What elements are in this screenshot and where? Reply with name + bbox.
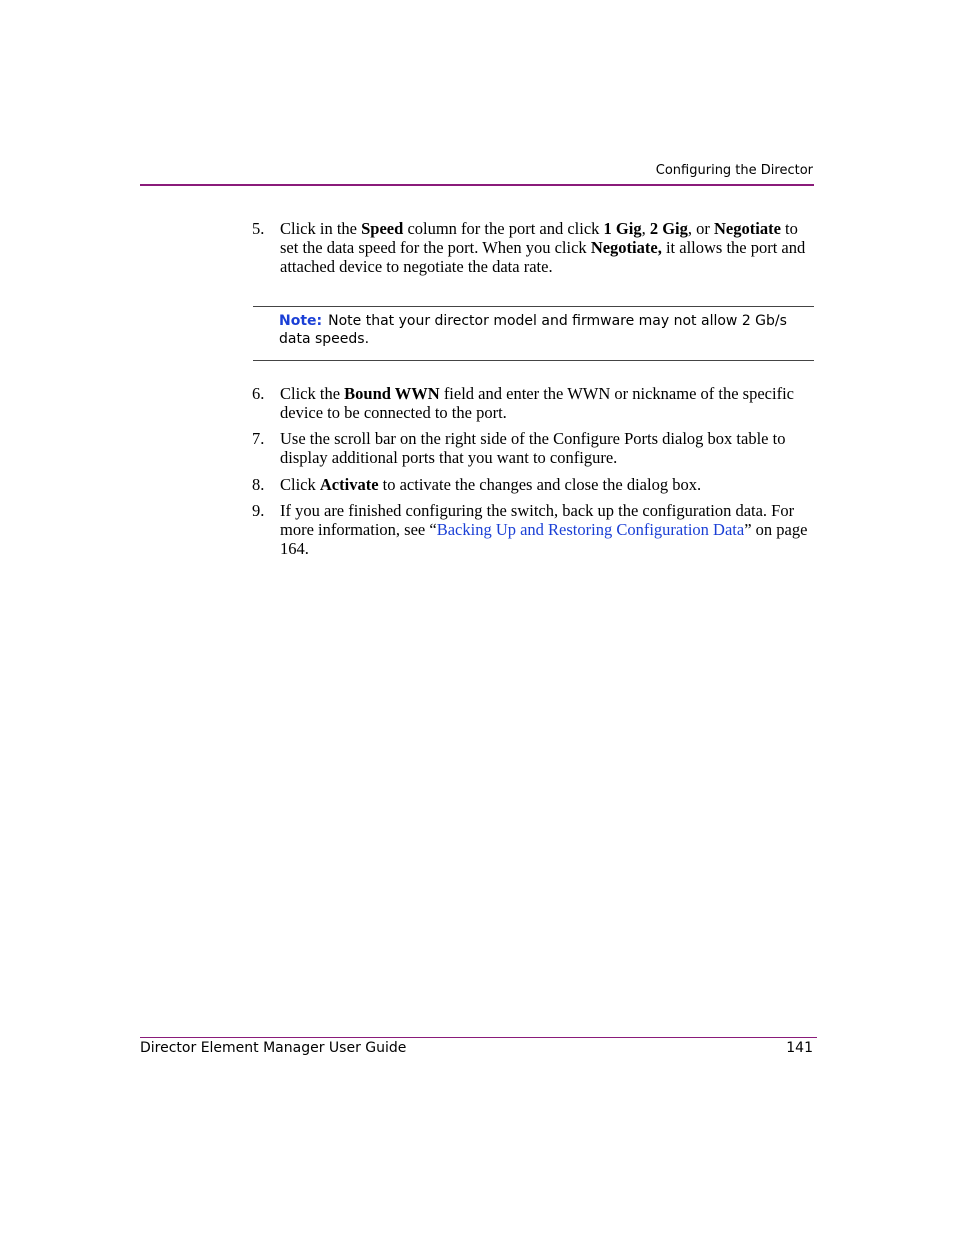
- step-7: [252, 429, 814, 467]
- note-label: Note:: [279, 313, 323, 329]
- footer-rule: [140, 1037, 817, 1038]
- page-header-title: Configuring the Director: [655, 163, 813, 178]
- backup-restore-link[interactable]: Backing Up and Restoring Configuration Data: [436, 520, 745, 539]
- negotiate-term-2: Negotiate,: [590, 238, 662, 257]
- step-8: [252, 475, 814, 494]
- step-9: [252, 501, 814, 558]
- page-number: 141: [786, 1040, 813, 1056]
- step-number: 7.: [252, 429, 265, 448]
- step-number: 6.: [252, 384, 265, 403]
- 2gig-term: 2 Gig: [649, 219, 688, 238]
- bound-wwn-term: Bound WWN: [344, 384, 440, 403]
- step-number: 8.: [252, 475, 265, 494]
- footer-title: Director Element Manager User Guide: [140, 1040, 407, 1056]
- activate-term: Activate: [319, 475, 379, 494]
- 1gig-term: 1 Gig: [603, 219, 642, 238]
- step-text: Click Activate to activate the changes and close the dialog box.: [280, 475, 702, 494]
- note-text: Note: Note that your director model and firmware may not allow 2 Gb/s data speeds.: [279, 313, 787, 347]
- negotiate-term: Negotiate: [714, 219, 781, 238]
- step-number: 5.: [252, 219, 265, 238]
- step-number: 9.: [252, 501, 265, 520]
- step-6: [252, 384, 814, 422]
- step-5: [252, 219, 814, 276]
- step-text: Click in the Speed column for the port and click 1 Gig, 2 Gig, or Negotiate to set the data speed for the port. When you click Negotiate, it allows the port and attached device to negotiate the data rate.: [280, 219, 806, 276]
- speed-term: Speed: [361, 219, 404, 238]
- step-text: Use the scroll bar on the right side of the Configure Ports dialog box table to display additional ports that you want to configure.: [280, 429, 786, 467]
- note-box: [253, 306, 814, 361]
- step-text: If you are finished configuring the switch, back up the configuration data. For more information, see “Backing Up and Restoring Configuration Data” on page 164.: [280, 501, 808, 558]
- step-text: Click the Bound WWN field and enter the WWN or nickname of the specific device to be connected to the port.: [280, 384, 794, 422]
- header-rule: [140, 184, 814, 186]
